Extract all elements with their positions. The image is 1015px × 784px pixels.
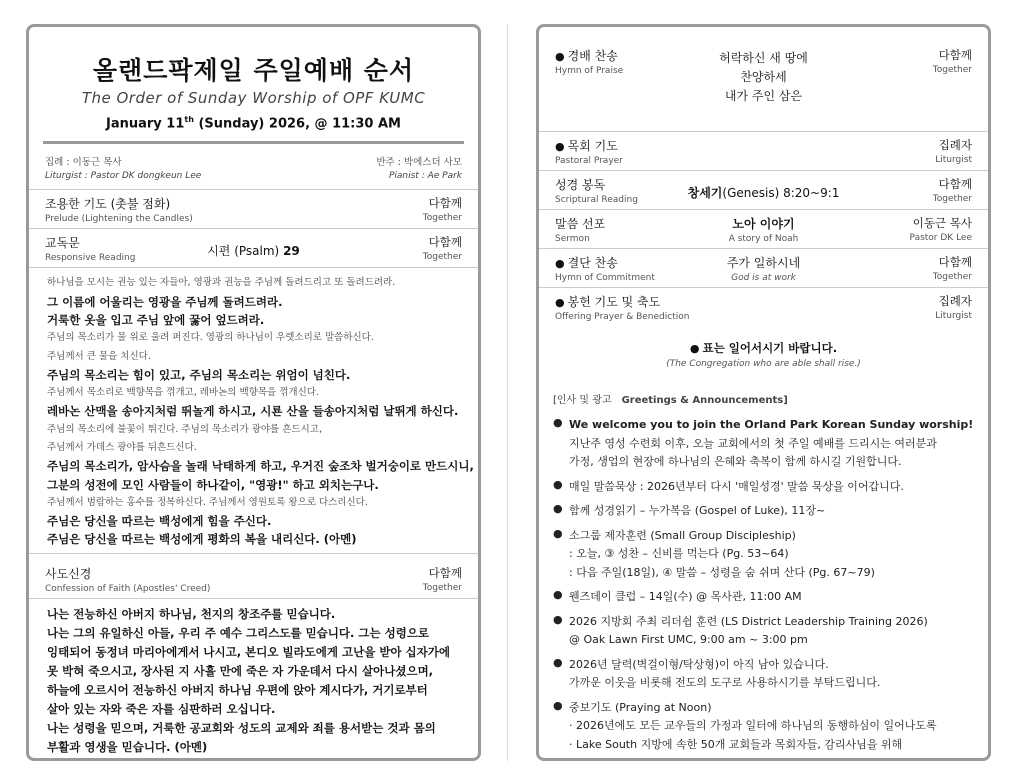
bullet-icon: ● bbox=[555, 140, 565, 153]
creed-by: 다함께 Together bbox=[422, 565, 462, 593]
sermon-title: 노아 이야기 A story of Noah bbox=[728, 217, 799, 244]
announcement-line: 2026 지방회 주최 리더쉽 훈련 (LS District Leadership Training 2026) bbox=[569, 614, 928, 628]
leader-reading-line: 주님께서 가데스 광야를 뒤흔드신다. bbox=[47, 442, 197, 453]
title-english: The Order of Sunday Worship of OPF KUMC bbox=[81, 89, 426, 107]
announcement-item bbox=[539, 416, 988, 472]
congregation-response-line: 주님은 당신을 따르는 백성에게 힘을 주신다. bbox=[47, 514, 272, 529]
creed-line: 하늘에 오르시어 전능하신 아버지 하나님 우편에 앉아 계시다가, 거기로부터 bbox=[47, 682, 428, 697]
announcement-line: 2026년 달력(벽걸이형/탁상형)이 아직 남아 있습니다. bbox=[569, 657, 829, 671]
prelude-item: 조용한 기도 (촛불 점화) Prelude (Lightening the Candles) 다함께 Together bbox=[29, 189, 478, 229]
leader-reading-line: 주님께서 범람하는 홍수를 정복하신다. 주님께서 영원토록 왕으로 다스리신다. bbox=[47, 496, 368, 508]
title-korean: 올랜드팍제일 주일예배 순서 bbox=[92, 56, 415, 85]
pianist-info: 반주 : 박에스더 사모 Pianist : Ae Park bbox=[376, 157, 462, 182]
announcements-heading: [인사 및 광고 Greetings & Announcements] bbox=[553, 395, 788, 406]
announcement-line: 함께 성경읽기 – 누가복음 (Gospel of Luke), 11장~ bbox=[569, 504, 826, 517]
pastoral-prayer-item: ● 목회 기도 Pastoral Prayer 집례자 Liturgist bbox=[539, 132, 988, 171]
congregation-response-line: 주님의 목소리가, 암사슴을 놀래 낙태하게 하고, 우거진 숲조차 벌거숭이로 만드시니, bbox=[47, 459, 474, 474]
sermon-item: 말씀 선포 Sermon 노아 이야기 A story of Noah 이동근 목사 Pastor DK Lee bbox=[539, 210, 988, 249]
announcement-line: · 2026년에도 모든 교우들의 가정과 일터에 하나님의 동행하심이 일어나도록 bbox=[569, 719, 937, 732]
announcement-item bbox=[539, 502, 988, 521]
pastoral-prayer-by: 집례자 Liturgist bbox=[935, 138, 972, 165]
leader-reading-line: 주님의 목소리에 불꽃이 튀긴다. 주님의 목소리가 광야를 흔드시고, bbox=[47, 423, 322, 435]
announcement-line: 가정, 생업의 현장에 하나님의 은혜와 축복이 함께 하시길 기원합니다. bbox=[569, 455, 902, 468]
scripture-by: 다함께 Together bbox=[932, 177, 972, 204]
bullet-icon: ● bbox=[553, 526, 563, 540]
announcement-line: @ Oak Lawn First UMC, 9:00 am ~ 3:00 pm bbox=[569, 633, 808, 646]
prelude-by: 다함께 Together bbox=[422, 196, 462, 224]
scripture-reading-item: 성경 봉독 Scriptural Reading 창세기(Genesis) 8:20~9:1 다함께 Together bbox=[539, 171, 988, 210]
announcement-line: · Lake South 지방에 속한 50개 교회들과 목회자들, 감리사님을 위해 bbox=[569, 737, 903, 751]
announcement-item bbox=[539, 699, 988, 755]
congregation-response-line: 레바논 산맥을 송아지처럼 뛰놀게 하시고, 시룐 산을 들송아지처럼 날뛰게 하신다. bbox=[47, 404, 459, 419]
sermon-by: 이동근 목사 Pastor DK Lee bbox=[909, 216, 972, 243]
creed-line: 나는 전능하신 아버지 하나님, 천지의 창조주를 믿습니다. bbox=[47, 606, 336, 621]
bullet-icon: ● bbox=[553, 502, 563, 515]
responsive-reading-item: 교독문 Responsive Reading 시편 (Psalm) 29 다함께 Together bbox=[29, 229, 478, 268]
announcements-list bbox=[539, 416, 988, 754]
congregation-response-line: 거룩한 옷을 입고 주님 앞에 꿇어 엎드려라. bbox=[47, 312, 265, 327]
announcement-line: 매일 말씀묵상 : 2026년부터 다시 '매일성경' 말씀 묵상을 이어갑니다. bbox=[569, 479, 904, 493]
hymn-of-praise-item: ● 경배 찬송 Hymn of Praise 허락하신 새 땅에 찬양하세 내가 주인 삼은 다함께 Together bbox=[539, 27, 988, 132]
announcement-line: 소그룹 제자훈련 (Small Group Discipleship) bbox=[569, 528, 796, 542]
bullet-icon: ● bbox=[689, 342, 700, 355]
commitment-by: 다함께 Together bbox=[932, 255, 972, 282]
announcement-line: : 다음 주일(18일), ④ 말씀 – 성령을 숨 쉬며 산다 (Pg. 67~79) bbox=[569, 565, 875, 579]
bullet-icon: ● bbox=[555, 257, 565, 270]
congregation-response-line: 주님은 당신을 따르는 백성에게 평화의 복을 내리신다. (아멘) bbox=[47, 532, 357, 547]
liturgist-info: 집례 : 이동근 목사 Liturgist : Pastor DK dongkeun Lee bbox=[45, 157, 202, 182]
announcement-line: 지난주 영성 수련회 이후, 오늘 교회에서의 첫 주일 예배를 드리시는 여러분과 bbox=[569, 436, 937, 450]
stand-note: ● 표는 일어서시기 바랍니다. (The Congregation who are able shall rise.) bbox=[666, 341, 861, 369]
congregation-response-line: 주님의 목소리는 힘이 있고, 주님의 목소리는 위엄이 넘친다. bbox=[47, 367, 351, 382]
announcement-line: 웬즈데이 클럽 – 14일(수) @ 목사관, 11:00 AM bbox=[569, 590, 802, 603]
creed-line: 잉태되어 동정녀 마리아에게서 나시고, 본디오 빌라도에게 고난을 받아 십자가에 bbox=[47, 644, 450, 659]
order-of-worship-panel-right bbox=[536, 24, 991, 761]
announcement-item bbox=[539, 527, 988, 583]
creed-item: 사도신경 Confession of Faith (Apostles' Creed) 다함께 Together bbox=[29, 560, 478, 599]
announcement-line: 가까운 이웃을 비롯해 전도의 도구로 사용하시기를 부탁드립니다. bbox=[569, 676, 881, 689]
page-divider bbox=[507, 24, 508, 761]
offering-item: ● 봉헌 기도 및 축도 Offering Prayer & Benediction 집례자 Liturgist bbox=[555, 294, 972, 322]
creed-line: 나는 성령을 믿으며, 거룩한 공교회와 성도의 교제와 죄를 용서받는 것과 몸의 bbox=[47, 720, 436, 735]
title-rule bbox=[43, 141, 464, 144]
bullet-icon: ● bbox=[553, 416, 563, 429]
bullet-icon: ● bbox=[553, 655, 563, 669]
announcement-line: : 오늘, ③ 성찬 – 신비를 먹는다 (Pg. 53~64) bbox=[569, 547, 789, 560]
bullet-icon: ● bbox=[555, 296, 565, 309]
announcement-item bbox=[539, 588, 988, 607]
announcement-line: We welcome you to join the Orland Park Korean Sunday worship! bbox=[569, 418, 974, 431]
bullet-icon: ● bbox=[553, 698, 563, 712]
announcement-item bbox=[539, 656, 988, 693]
announcement-line: 중보기도 (Praying at Noon) bbox=[569, 700, 712, 714]
congregation-response-line: 그 이름에 어울리는 영광을 주님께 돌려드려라. bbox=[47, 294, 283, 309]
bullet-icon: ● bbox=[555, 50, 565, 63]
bullet-icon: ● bbox=[553, 588, 563, 601]
psalm-reading-text bbox=[29, 268, 478, 553]
congregation-response-line: 그분의 성전에 모인 사람들이 하나같이, "영광!" 하고 외치는구나. bbox=[47, 477, 379, 492]
leader-reading-line: 주님께서 큰 물을 치신다. bbox=[47, 350, 151, 362]
responsive-psalm: 시편 (Psalm) 29 bbox=[207, 244, 300, 259]
bullet-icon: ● bbox=[553, 612, 563, 626]
commitment-hymn-item: ● 결단 찬송 Hymn of Commitment 주가 일하시네 God is at work 다함께 Together bbox=[539, 249, 988, 288]
creed-line: 부활과 영생을 믿습니다. (아멘) bbox=[47, 739, 208, 754]
creed-line: 살아 있는 자와 죽은 자를 심판하러 오십니다. bbox=[47, 701, 276, 716]
announcement-item bbox=[539, 613, 988, 650]
leader-reading-line: 주님께서 목소리로 백향목을 꺾개고, 레바논의 백향목을 꺾개신다. bbox=[47, 387, 319, 399]
commitment-hymn-title: 주가 일하시네 God is at work bbox=[726, 256, 801, 283]
offering-by: 집례자 Liturgist bbox=[935, 294, 972, 321]
bullet-icon: ● bbox=[553, 477, 563, 491]
announcement-item bbox=[539, 478, 988, 497]
creed-line: 나는 그의 유일하신 아들, 우리 주 예수 그리스도를 믿습니다. 그는 성령으로 bbox=[47, 625, 430, 640]
hymn-of-praise-by: 다함께 Together bbox=[932, 48, 972, 75]
leader-reading-line: 주님의 목소리가 물 위로 울려 퍼진다. 영광의 하나님이 우렛소리로 말씀하신다. bbox=[47, 332, 374, 344]
scripture-passage: 창세기(Genesis) 8:20~9:1 bbox=[687, 186, 840, 200]
responsive-by: 다함께 Together bbox=[422, 235, 462, 263]
hymn-of-praise-songs: 허락하신 새 땅에 찬양하세 내가 주인 삼은 bbox=[719, 51, 808, 103]
creed-line: 못 박혀 죽으시고, 장사된 지 사흘 만에 죽은 자 가운데서 다시 살아나셨으며, bbox=[47, 663, 434, 678]
apostles-creed-text bbox=[29, 599, 478, 757]
leader-reading-line: 하나님을 모시는 권능 있는 자들아, 영광과 권능을 주님께 돌려드리고 또 돌려드려라. bbox=[47, 277, 396, 289]
service-date: January 11th (Sunday) 2026, @ 11:30 AM bbox=[106, 115, 401, 132]
leaders-row bbox=[29, 154, 478, 181]
order-of-worship-panel-left bbox=[26, 24, 481, 761]
